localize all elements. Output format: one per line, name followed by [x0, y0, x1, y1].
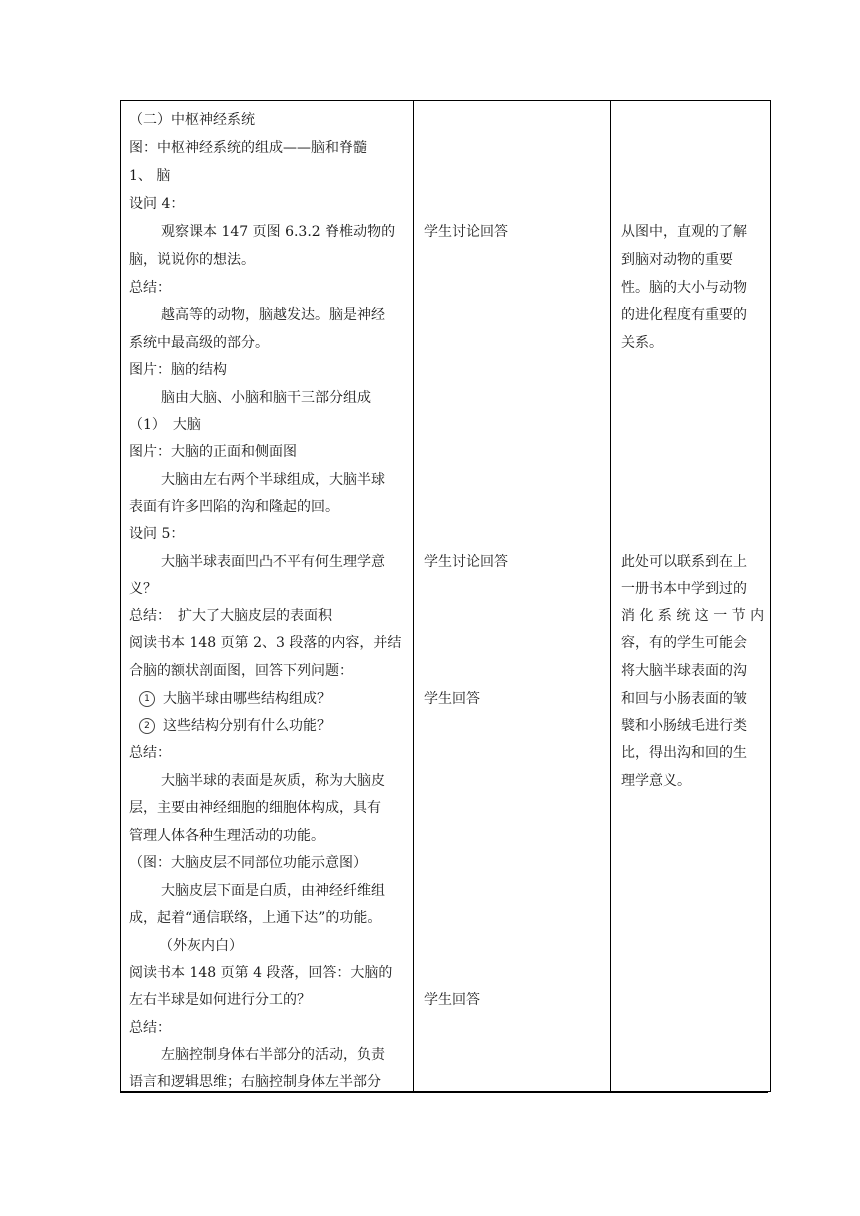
table-bottom-border: [120, 1091, 768, 1093]
list-item-label: 大脑半球由哪些结构组成？: [163, 691, 331, 707]
content-line: 阅读书本 148 页第 4 段落，回答：大脑的: [129, 965, 393, 981]
note-line: 到脑对动物的重要: [621, 252, 733, 268]
content-line: 语言和逻辑思维；右脑控制身体左半部分: [129, 1074, 381, 1090]
summary-line: 总结： 扩大了大脑皮层的表面积: [129, 608, 332, 624]
content-line: 大脑半球表面凹凸不平有何生理学意: [161, 554, 385, 570]
list-item: [139, 717, 331, 735]
content-line: 图片：大脑的正面和侧面图: [129, 444, 297, 460]
table-row: [121, 101, 771, 1092]
circled-number-icon: 2: [139, 718, 155, 734]
content-line: 义？: [129, 581, 157, 597]
note-line: 从图中，直观的了解: [621, 224, 747, 240]
content-line: 左右半球是如何进行分工的？: [129, 992, 311, 1008]
content-line: 图：中枢神经系统的组成——脑和脊髓: [129, 140, 367, 156]
content-line: 图片：脑的结构: [129, 362, 227, 378]
content-line: （外灰内白）: [159, 938, 243, 954]
list-item-label: 这些结构分别有什么功能？: [163, 718, 331, 734]
content-line: （1） 大脑: [129, 417, 201, 433]
note-line: 的进化程度有重要的: [621, 307, 747, 323]
design-notes-cell: [611, 101, 771, 1092]
content-line: 越高等的动物，脑越发达。脑是神经: [161, 307, 385, 323]
note-line: 关系。: [621, 335, 663, 351]
question-label: 设问 5：: [129, 526, 185, 542]
lesson-plan-table: [120, 100, 771, 1092]
content-line: 表面有许多凹陷的沟和隆起的回。: [129, 499, 339, 515]
summary-label: 总结：: [129, 280, 171, 296]
content-line: （图：大脑皮层不同部位功能示意图）: [129, 855, 367, 871]
content-line: 脑，说说你的想法。: [129, 252, 255, 268]
content-line: 左脑控制身体右半部分的活动，负责: [161, 1047, 385, 1063]
content-line: 大脑皮层下面是白质，由神经纤维组: [161, 883, 385, 899]
note-line: 消 化 系 统 这 一 节 内: [621, 608, 765, 624]
student-activity-text: 学生讨论回答: [424, 554, 508, 570]
student-activity-text: 学生讨论回答: [424, 224, 508, 240]
content-line: 1、 脑: [129, 168, 171, 184]
content-line: 管理人体各种生理活动的功能。: [129, 828, 325, 844]
note-line: 比，得出沟和回的生: [621, 745, 747, 761]
note-line: 将大脑半球表面的沟: [621, 663, 747, 679]
student-activity-text: 学生回答: [424, 691, 480, 707]
note-line: 一册书本中学到过的: [621, 581, 747, 597]
list-item: [139, 690, 331, 708]
content-line: 阅读书本 148 页第 2、3 段落的内容，并结: [129, 635, 402, 651]
question-label: 设问 4：: [129, 196, 185, 212]
content-line: 系统中最高级的部分。: [129, 335, 269, 351]
content-line: 脑由大脑、小脑和脑干三部分组成: [161, 390, 371, 406]
note-line: 理学意义。: [621, 773, 691, 789]
content-line: 合脑的额状剖面图，回答下列问题：: [129, 663, 353, 679]
content-line: 观察课本 147 页图 6.3.2 脊椎动物的: [161, 224, 396, 240]
section-heading: （二）中枢神经系统: [129, 112, 255, 128]
note-line: 和回与小肠表面的皱: [621, 691, 747, 707]
note-line: 此处可以联系到在上: [621, 554, 747, 570]
student-activity-text: 学生回答: [424, 992, 480, 1008]
summary-label: 总结：: [129, 745, 171, 761]
circled-number-icon: 1: [139, 691, 155, 707]
content-line: 成，起着“通信联络，上通下达”的功能。: [129, 910, 382, 926]
student-activity-cell: [414, 101, 611, 1092]
content-line: 层，主要由神经细胞的细胞体构成，具有: [129, 800, 381, 816]
content-line: 大脑半球的表面是灰质，称为大脑皮: [161, 773, 385, 789]
teaching-content-cell: [121, 101, 414, 1092]
content-line: 大脑由左右两个半球组成，大脑半球: [161, 472, 385, 488]
note-line: 容，有的学生可能会: [621, 635, 747, 651]
summary-label: 总结：: [129, 1020, 171, 1036]
note-line: 襞和小肠绒毛进行类: [621, 718, 747, 734]
note-line: 性。脑的大小与动物: [621, 280, 747, 296]
